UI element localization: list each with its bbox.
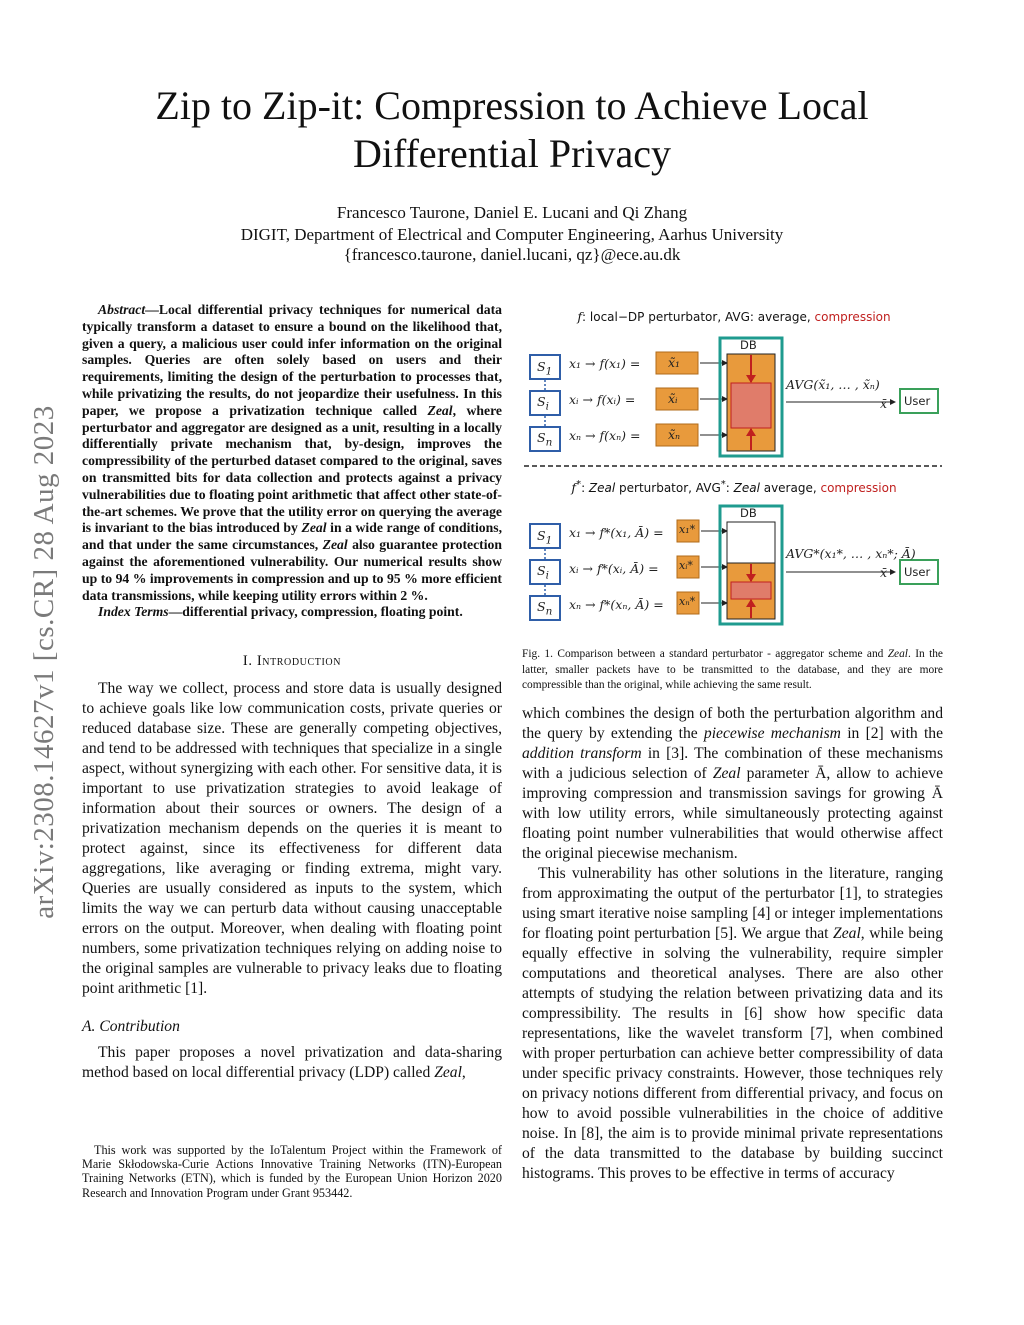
db-label-bottom: DB [740,506,757,520]
figure-middle-caption: f*: Zeal perturbator, AVG*: Zeal average, compression [571,479,897,495]
s-letter: S [537,394,546,409]
arrowhead [890,569,896,575]
compressed-region-top [731,383,771,428]
equation-bottom-i: xᵢ → f*(xᵢ, Ā) = [569,561,659,576]
mid-caption-colon: : [725,481,734,495]
abstract [82,302,502,604]
subscript: 1 [545,365,553,378]
compression-label-bottom: compression [820,481,897,495]
equation-top-i: xᵢ → f(xᵢ) = [569,392,636,407]
source-label-si-bottom [537,563,549,582]
right-paragraph-1 [522,704,943,864]
subscript: i [545,569,549,582]
caption-text-2: . In the latter, smaller packets have to be transmitted to the database, and they are more compressible than the original, while achieving the same result. [522,648,943,691]
paper-title [112,82,912,178]
subscript: n [545,605,553,618]
p1-text-a: which combines the design of both the perturbation algorithm and the query by extending the [522,705,943,742]
f-symbol: f [577,309,583,324]
p2-text-b: , while being equally effective in solving the vulnerability, require simpler computations and theoretical analyses. There are also other attempts of studying the relation between privatizing data and its compressibility. The results in [6] show how specific data representations, like the wavelet transform [7], when combined with proper perturbation can achieve better compressibility of data under specific privacy constraints. However, those techniques rely on privacy notions different from differential privacy, and focus on how to avoid possible vulnerabilities in the choice of additive noise. In [8], the aim is to provide minimal private representations of the data transmitted to the database by building succinct histograms. This proves to be effective in terms of accuracy [522,925,944,1182]
source-label-s1-bottom [537,528,552,547]
abstract-text-3: in a wide range of conditions, and that under the same circumstances, [82,520,503,553]
s-letter: S [537,430,546,445]
s-letter: S [537,528,546,543]
abstract-zeal-3: Zeal [322,537,348,553]
abstract-text-1: —Local differential privacy techniques for numerical data typically transform a dataset to ensure a bound on the likelihood that, given a query, a malicious user could infer information on the original samples. Queries are often solely based on users and their requirements, limiting the design of the perturbation to processes that, while privatizing the results, do not jeopardize their usefulness. In this paper, we propose a privatization technique called [82,302,502,418]
db-label-top: DB [740,338,757,352]
user-label-bottom: User [904,565,931,579]
p1-addition: addition transform [522,745,642,762]
index-terms [82,604,502,621]
abstract-text-4: also guarantee protection against the aforementioned vulnerability. Our numerical results show up to 94 % improvements in compression and up to 95 % more efficient data transmissions, while keeping utility errors within 2 %. [82,537,502,603]
output-top-i: x̃ᵢ [668,391,678,406]
equation-top-n: xₙ → f(xₙ) = [569,428,641,443]
contribution-text: This paper proposes a novel privatization and data-sharing method based on local differential privacy (LDP) called [82,1044,502,1082]
output-bottom-n: xₙ* [679,595,696,608]
avg-top: AVG(x̃₁, … , x̃ₙ) [786,377,880,392]
equation-bottom-1: x₁ → f*(x₁, Ā) = [569,525,664,540]
p1-text-b: in [2] with the [840,725,944,742]
section-title: Introduction [256,653,342,670]
intro-paragraph: The way we collect, process and store data is usually designed to achieve goals like low communication costs, private queries or reduced database size. These are generally competing objectives, and tend to be addressed with techniques that specialize in a single aspect, without synergizing with each other. For sensitive data, it is important to use privatization strategies to avoid leakage of information about their sources or owners. The design of a privatization mechanism depends on the queries it is meant to protect against, since its effectiveness for different data aggregations, like averaging or finding extrema, might vary. Queries are usually considered as inputs to the system, which limits the way we can perturb data without causing unacceptable errors on the output. Moreover, when dealing with floating point numbers, some privatization techniques relying on adding noise to the original samples are vulnerable to privacy leaks due to floating point arithmetic [1]. [82,680,502,998]
subscript: n [545,436,553,449]
f-symbol: f [571,480,577,495]
zeal-label: Zeal [588,481,616,495]
p1-zeal: Zeal [712,765,741,782]
contribution-paragraph [82,1043,502,1083]
p1-text-d: parameter Ā, allow to achieve improving compression and transmission savings for growing Ā with low utility errors, while simultaneously protecting against floating point number vulnerabilities that would otherwise affect the original piecewise mechanism. [522,765,943,862]
contribution-end: , [461,1064,466,1082]
output-bottom-1: x₁* [679,523,696,536]
source-label-si [537,394,549,413]
source-label-sn-bottom [537,599,552,618]
p1-piecewise: piecewise mechanism [703,725,841,742]
output-bottom-i: xᵢ* [679,559,693,572]
subscript: 1 [545,534,553,547]
arxiv-side-label: arXiv:2308.14627v1 [cs.CR] 28 Aug 2023 [28,405,60,919]
equation-bottom-n: xₙ → f*(xₙ, Ā) = [569,597,664,612]
left-column [82,302,502,1083]
title-line-1: Zip to Zip-it: Compression to Achieve Local [155,83,869,128]
p2-text-a: This vulnerability has other solutions in the literature, ranging from approximating the output of the perturbator [1], to strategies using smart iterative noise sampling [4] or integer implementations for floating point perturbation [5]. We argue that [522,865,943,942]
footnote-text: This work was supported by the IoTalentum Project within the Framework of Marie Skłodowska-Curie Actions Innovative Training Networks (ITN)-European Training Networks (ETN), which is funded by the European Union Horizon 2020 Research and Innovation Program under Grant 953442. [82,1143,502,1200]
right-column [522,704,943,1184]
index-terms-label: Index Terms [98,604,169,620]
abstract-label: Abstract [98,302,146,317]
avg-bottom: AVG*(x₁*, … , xₙ*; Ā) [786,546,916,561]
index-terms-text: —differential privacy, compression, floating point. [168,604,463,620]
mid-caption-text: perturbator, AVG [615,481,721,495]
email: {francesco.taurone, daniel.lucani, qz}@ece.au.dk [343,245,681,264]
abstract-zeal-1: Zeal [427,402,453,418]
caption-zeal: Zeal [887,648,908,660]
s-letter: S [537,599,546,614]
section-heading-introduction [82,651,502,671]
equation-top-1: x₁ → f(x₁) = [569,356,641,371]
user-label-top: User [904,394,931,408]
compression-label-top: compression [814,310,891,324]
footnote [82,1143,502,1200]
subsection-heading-contribution: A. Contribution [82,1018,180,1036]
right-paragraph-2 [522,864,943,1184]
s-letter: S [537,359,546,374]
p1-text-c: in [3]. The combination of these mechanisms with a judicious selection of [522,745,944,782]
subscript: i [545,400,549,413]
source-label-sn [537,430,552,449]
mid-caption-end: average, [759,481,821,495]
affiliation: DIGIT, Department of Electrical and Computer Engineering, Aarhus University [240,225,784,244]
compressed-region-bottom [731,582,771,599]
figure-caption [522,647,943,694]
section-number: I. [242,653,257,670]
source-label-s1 [537,359,552,378]
abstract-zeal-2: Zeal [301,520,327,536]
figure-1 [522,305,946,660]
output-top-1: x̃₁ [668,355,681,370]
p2-zeal: Zeal [833,925,861,942]
xbar-bottom: x̄ [880,565,888,580]
output-top-n: x̃ₙ [668,427,681,442]
contribution-zeal: Zeal [434,1064,462,1082]
caption-text-1: Fig. 1. Comparison between a standard perturbator - aggregator scheme and [522,648,888,660]
abstract-text-2: , where perturbator and aggregator are designed as a unit, resulting in a locally differentially private mechanism that, by-design, improves the compressibility of the perturbed dataset compared to the original, saves on transmitted bits for data collection and protects against a privacy vulnerabilities due to floating point arithmetic that affect other state-of-the-art schemes. We prove that the utility error on querying the average is invariant to the bias introduced by [82,402,502,536]
s-letter: S [537,563,546,578]
title-line-2: Differential Privacy [352,131,672,176]
zeal-label: Zeal [733,481,760,495]
top-caption-text: : local−DP perturbator, AVG: average, [582,310,815,324]
authors: Francesco Taurone, Daniel E. Lucani and Qi Zhang [336,203,688,222]
arrowhead [890,399,896,405]
xbar-top: x̄ [880,396,888,411]
